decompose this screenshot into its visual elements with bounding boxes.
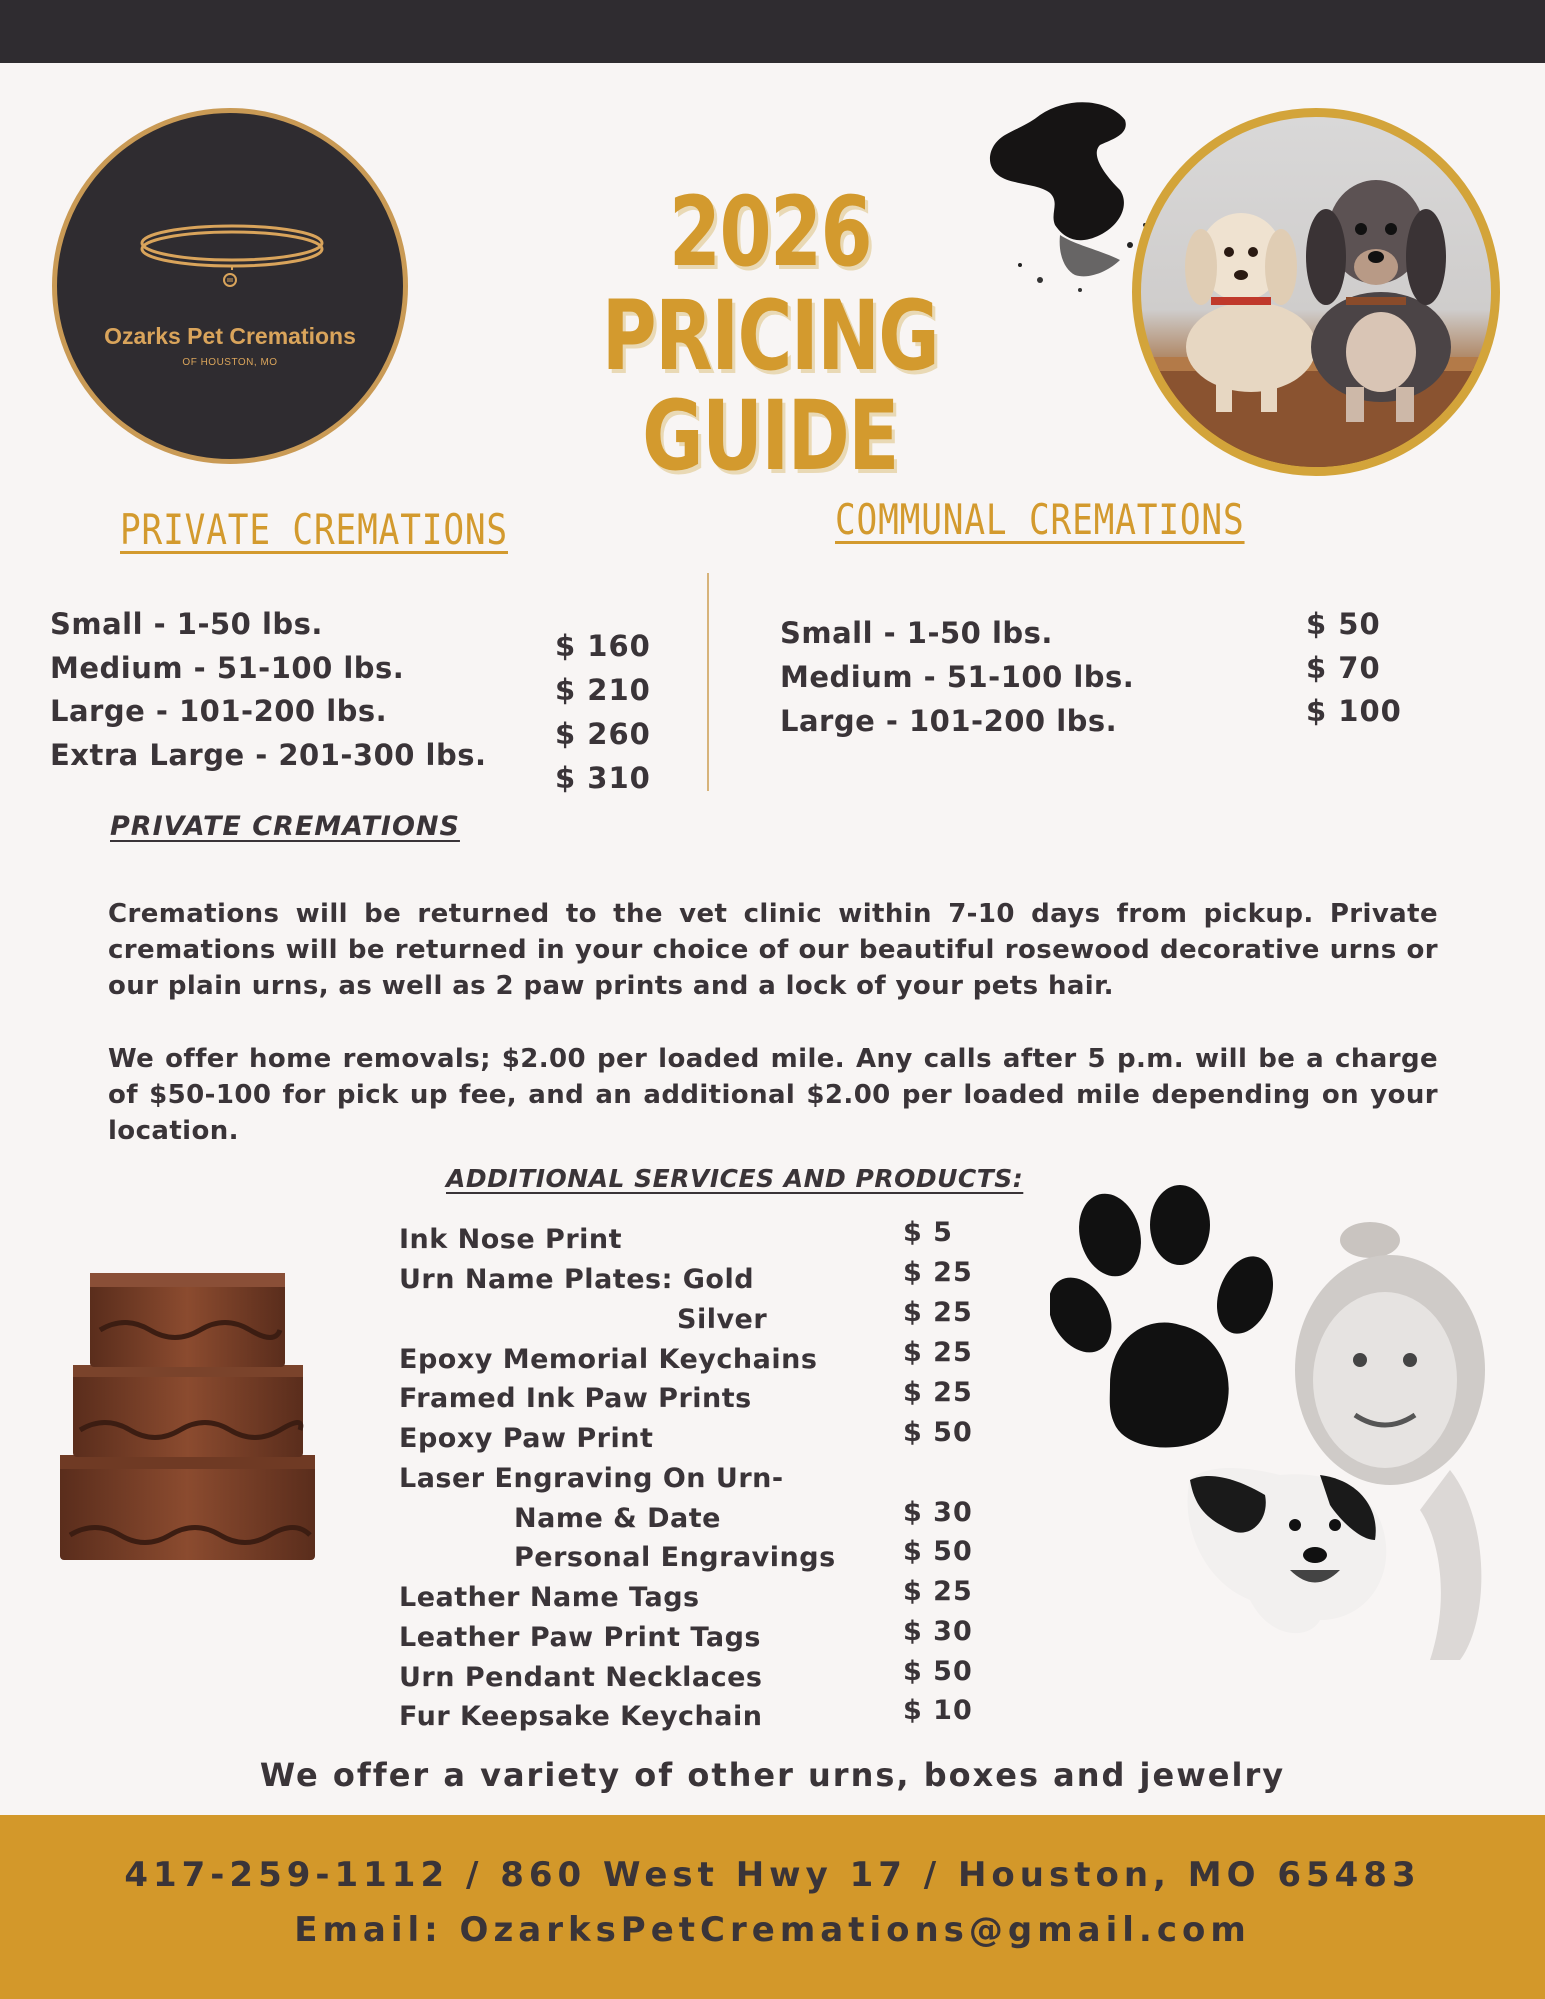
private-price-small: $ 160 (555, 629, 651, 663)
service-epoxy-keychains: Epoxy Memorial Keychains (399, 1344, 818, 1375)
info-paragraph-returns: Cremations will be returned to the vet clinic within 7-10 days from pickup. Private cremations will be returned in your choice of our beautiful rosewood decorative urns or our plain urns, as well as 2 paw prints and a lock of your pets hair. (108, 899, 1438, 1001)
service-name-plates-silver: Silver (677, 1304, 768, 1335)
tagline: We offer a variety of other urns, boxes and jewelry (259, 1756, 1286, 1794)
private-cremations-heading: PRIVATE CREMATIONS (120, 505, 508, 554)
service-engraving-personal: Personal Engravings (514, 1542, 836, 1573)
collar-icon (137, 223, 327, 275)
dogs-photo (1132, 108, 1500, 476)
service-fur-keychain: Fur Keepsake Keychain (399, 1701, 763, 1732)
rosewood-urns-image (55, 1265, 320, 1565)
services-heading: ADDITIONAL SERVICES AND PRODUCTS: (446, 1164, 1024, 1193)
title-main: PRICING GUIDE (601, 280, 939, 492)
service-price-framed-paw: $ 25 (903, 1377, 973, 1408)
service-name-plates-gold: Urn Name Plates: Gold (399, 1264, 755, 1295)
dog-silhouette-icon (980, 95, 1155, 295)
service-framed-paw-prints: Framed Ink Paw Prints (399, 1383, 752, 1414)
private-price-medium: $ 210 (555, 673, 651, 707)
private-price-xlarge: $ 310 (555, 761, 651, 795)
private-price-large: $ 260 (555, 717, 651, 751)
private-item-xlarge: Extra Large - 201-300 lbs. (50, 738, 487, 772)
collar-tag-icon (223, 273, 237, 287)
service-price-epoxy-keychains: $ 25 (903, 1337, 973, 1368)
service-price-pendant: $ 50 (903, 1656, 973, 1687)
contact-line: 417-259-1112 / 860 West Hwy 17 / Houston, MO 65483 (124, 1855, 1421, 1895)
service-price-epoxy-paw: $ 50 (903, 1417, 973, 1448)
communal-price-small: $ 50 (1306, 607, 1381, 641)
service-price-ink-nose: $ 5 (903, 1217, 953, 1248)
service-price-fur-keychain: $ 10 (903, 1695, 973, 1726)
title-year: 2026 (668, 176, 872, 288)
service-engraving-name-date: Name & Date (514, 1503, 721, 1534)
service-ink-nose-print: Ink Nose Print (399, 1224, 623, 1255)
footer-bar (0, 1815, 1545, 1999)
info-heading: PRIVATE CREMATIONS (110, 811, 460, 842)
girl-with-dog-image (1170, 1220, 1510, 1690)
service-price-gold: $ 25 (903, 1257, 973, 1288)
service-price-personal: $ 50 (903, 1536, 973, 1567)
communal-price-medium: $ 70 (1306, 651, 1381, 685)
private-item-small: Small - 1-50 lbs. (50, 607, 323, 641)
service-epoxy-paw-print: Epoxy Paw Print (399, 1423, 654, 1454)
communal-cremations-heading: COMMUNAL CREMATIONS (835, 495, 1245, 544)
communal-item-small: Small - 1-50 lbs. (780, 616, 1053, 650)
communal-price-large: $ 100 (1306, 694, 1402, 728)
dachshunds-image (1141, 117, 1491, 467)
service-laser-engraving: Laser Engraving On Urn- (399, 1463, 784, 1494)
email-line: Email: OzarksPetCremations@gmail.com (294, 1910, 1251, 1950)
service-price-leather-paw: $ 30 (903, 1616, 973, 1647)
service-price-silver: $ 25 (903, 1297, 973, 1328)
top-bar (0, 0, 1545, 63)
company-logo (52, 108, 408, 464)
communal-item-large: Large - 101-200 lbs. (780, 704, 1118, 738)
column-divider (707, 573, 709, 791)
service-leather-paw-tags: Leather Paw Print Tags (399, 1622, 761, 1653)
info-paragraph-removals: We offer home removals; $2.00 per loaded mile. Any calls after 5 p.m. will be a charge of $50-100 for pick up fee, and an additional $2.00 per loaded mile depending on your location. (108, 1044, 1438, 1146)
logo-name: Ozarks Pet Cremations (104, 323, 356, 349)
service-pendant-necklaces: Urn Pendant Necklaces (399, 1662, 763, 1693)
service-leather-name-tags: Leather Name Tags (399, 1582, 700, 1613)
service-price-name-date: $ 30 (903, 1497, 973, 1528)
private-item-large: Large - 101-200 lbs. (50, 694, 388, 728)
private-item-medium: Medium - 51-100 lbs. (50, 651, 405, 685)
communal-item-medium: Medium - 51-100 lbs. (780, 660, 1135, 694)
logo-location: OF HOUSTON, MO (182, 357, 278, 368)
service-price-leather-name: $ 25 (903, 1576, 973, 1607)
